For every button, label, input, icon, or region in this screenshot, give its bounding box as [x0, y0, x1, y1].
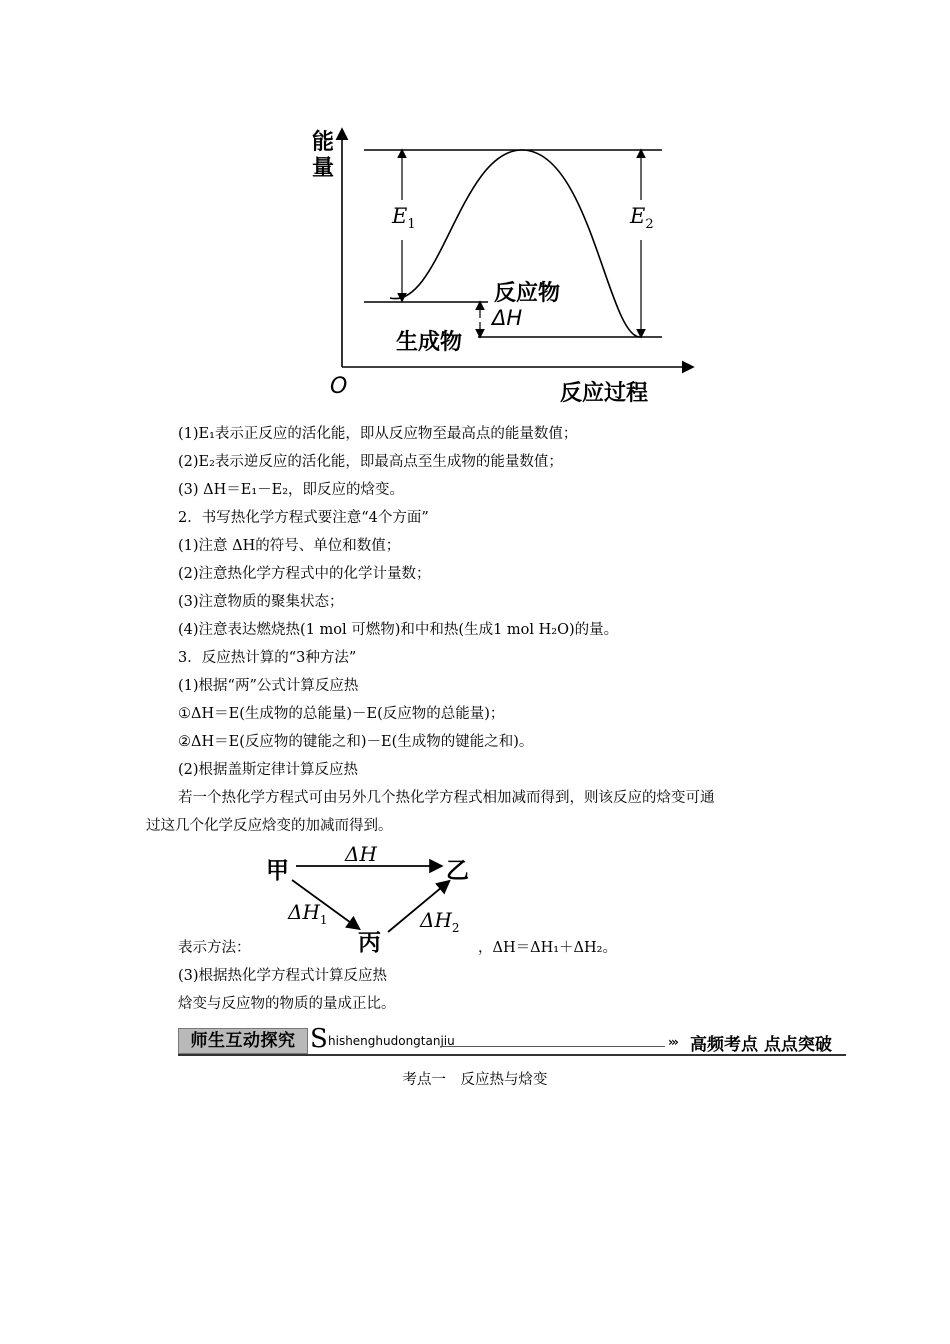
hess-dh: ΔH	[345, 842, 377, 866]
text-line: 3．反应热计算的“3种方法”	[178, 650, 357, 666]
hess-jia: 甲	[266, 858, 289, 884]
text-line: 过这几个化学反应焓变的加减而得到。	[146, 818, 393, 834]
text-line: 2．书写热化学方程式要注意“4个方面”	[178, 510, 429, 526]
hess-dh1: $\Delta H_1$	[288, 900, 328, 927]
text-line: 若一个热化学方程式可由另外几个热化学方程式相加减而得到，则该反应的焓变可通	[178, 790, 715, 806]
text-line: (1)根据“两”公式计算反应热	[178, 678, 359, 694]
text-line: (2)根据盖斯定律计算反应热	[178, 762, 359, 778]
text-line: 焓变与反应物的物质的量成正比。	[178, 996, 396, 1012]
banner-s: S	[310, 1024, 328, 1054]
text-line: (4)注意表达燃烧热(1 mol 可燃物)和中和热(生成1 mol H₂O)的量。	[178, 622, 619, 638]
text-line: (3)注意物质的聚集状态；	[178, 594, 344, 610]
hess-dh2: $\Delta H_2$	[420, 908, 460, 935]
origin-label: O	[330, 374, 348, 399]
section-banner	[178, 1026, 846, 1056]
hess-yi: 乙	[446, 858, 469, 884]
text-line: (2)注意热化学方程式中的化学计量数；	[178, 566, 431, 582]
reactant-label: 反应物	[494, 281, 561, 306]
banner-arrows-icon: ›››	[668, 1035, 677, 1049]
text-line: (1)E₁表示正反应的活化能，即从反应物至最高点的能量数值；	[178, 426, 578, 442]
banner-rule	[440, 1046, 665, 1047]
section-title: 考点一 反应热与焓变	[402, 1072, 548, 1088]
method-label: 表示方法：	[178, 940, 251, 956]
text-line: (2)E₂表示逆反应的活化能，即最高点至生成物的能量数值；	[178, 454, 563, 470]
hess-bing: 丙	[358, 930, 381, 956]
banner-left-label: 师生互动探究	[178, 1028, 308, 1054]
product-label: 生成物	[396, 330, 463, 355]
banner-right-label: 高频考点 点点突破	[690, 1035, 832, 1055]
delta-h-label: ΔH	[492, 306, 523, 330]
energy-diagram	[0, 0, 950, 420]
x-axis-label: 反应过程	[560, 381, 649, 406]
text-line: (3) ΔH＝E₁－E₂，即反应的焓变。	[178, 482, 405, 498]
banner-underline	[178, 1054, 846, 1056]
method-formula: ，ΔH＝ΔH₁＋ΔH₂。	[478, 940, 617, 956]
y-axis-label: 能量	[312, 130, 335, 181]
e2-label: $E_2$	[630, 204, 654, 233]
e1-label: $E_1$	[392, 204, 416, 233]
text-line: (1)注意 ΔH的符号、单位和数值；	[178, 538, 401, 554]
banner-pinyin: hishenghudongtanjiu	[328, 1034, 455, 1048]
text-line: (3)根据热化学方程式计算反应热	[178, 968, 388, 984]
hess-diagram	[0, 840, 950, 980]
text-line: ②ΔH＝E(反应物的键能之和)－E(生成物的键能之和)。	[178, 734, 534, 750]
text-line: ①ΔH＝E(生成物的总能量)－E(反应物的总能量)；	[178, 706, 505, 722]
